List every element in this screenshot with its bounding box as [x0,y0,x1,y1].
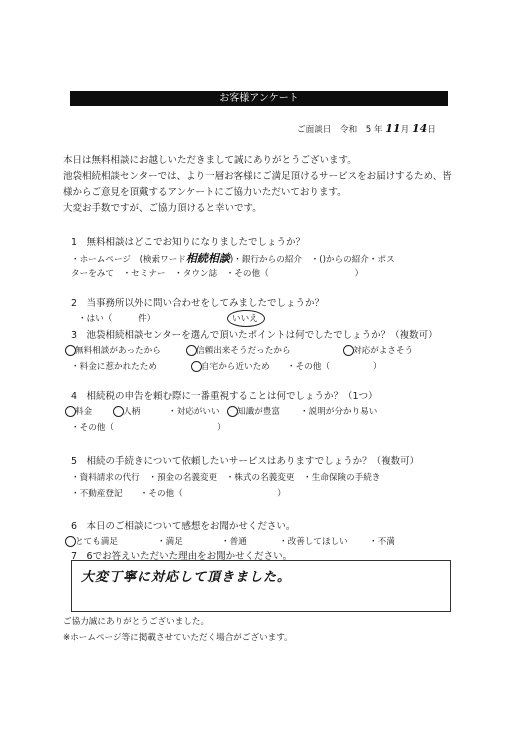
date-day-unit: 日 [427,125,436,135]
q1-options-line2[interactable]: ターをみて ・セミナー ・タウン誌 ・その他（ ） [71,269,364,279]
q4-opt-knowledge[interactable]: 知識が豊富 [237,407,280,417]
q3-opt-response[interactable]: 対応がよさそう [353,346,414,356]
q1-options-line1 [71,253,395,266]
q5-options-line2[interactable]: ・不動産登記 ・その他（ ） [71,489,286,499]
title-bar [70,91,448,106]
q3-opt-fee[interactable]: ・料金に惹かれたため [71,362,157,372]
q4-opt-person[interactable]: 人柄 [123,407,141,417]
q3-opt-free[interactable]: 無料相談があったから [75,346,161,356]
q6-question: 6 本日のご相談について感想をお聞かせください。 [71,521,296,532]
q2-question: 2 当事務所以外に問い合わせをしてみましたでしょうか？ [71,298,325,309]
intro-line-1: 本日は無料相談にお越しいただきまして誠にありがとうございます。 [63,155,357,166]
q6-opt-very[interactable]: とても満足 [75,537,118,547]
q1-opt-referral[interactable]: ・()からの紹介・ポス [310,255,395,265]
q4-question: 4 相続税の申告を頼む際に一番重視することは何でしょうか？（1つ） [71,391,378,402]
q3-opt-other[interactable]: ・その他（ ） [287,362,382,372]
date-month-unit: 月 [400,125,410,135]
q6-opt-satisfied[interactable]: ・満足 [157,537,183,547]
date-day: 14 [411,122,428,135]
intro-line-3: 様からご意見を頂戴するアンケートにご協力いただいております。 [63,187,347,198]
q7-question: 7 6でお答えいただいた理由をお聞かせください。 [71,551,293,562]
q4-opt-other[interactable]: ・その他（ ） [71,423,226,433]
q7-answer-text: 大変丁寧に対応して頂きました。 [81,570,292,585]
consultation-date [297,123,436,136]
q3-opt-near[interactable]: 自宅から近いため [201,362,270,372]
q6-opt-dissatisfied[interactable]: ・不満 [369,537,395,547]
q4-opt-fee[interactable]: 料金 [75,407,93,417]
date-month: 11 [385,122,401,135]
q3-opt-trust[interactable]: 信頼出来そうだったから [196,346,291,356]
q7-answer-box[interactable] [71,560,451,612]
q4-opt-response[interactable]: ・対応がいい [168,407,220,417]
q6-opt-normal[interactable]: ・普通 [221,537,247,547]
q1-opt-homepage[interactable]: ・ホームページ (検索ワード [71,255,186,265]
q2-opt-yes[interactable]: ・はい（ 件） [78,314,156,324]
circle-mark-q2-no [227,310,265,327]
page-title: お客様アンケート [219,93,299,104]
date-label: ご面談日 令和 5 年 [297,125,383,135]
q5-options-line1[interactable]: ・資料請求の代行 ・預金の名義変更 ・株式の名義変更 ・生命保険の手続き [71,473,381,483]
q1-search-word: 相続相談 [185,252,230,265]
q1-opt-bank[interactable]: )・銀行からの紹介 [229,255,303,265]
q3-question: 3 池袋相続相談センターを選んで頂いたポイントは何でしたでしょうか？（複数可） [71,330,438,341]
q2-opt-no[interactable]: いいえ [232,314,258,324]
thanks-text: ご協力誠にありがとうございました。 [63,617,210,627]
q6-opt-improve[interactable]: ・改善してほしい [279,537,348,547]
intro-line-2: 池袋相続相談センターでは、より一層お客様にご満足頂けるサービスをお届けするため、皆 [63,171,452,182]
publication-note: ※ホームページ等に掲載させていただく場合がございます。 [63,633,293,643]
q1-question: 1 無料相談はどこでお知りになりましたでしょうか？ [71,237,306,248]
intro-line-4: 大変お手数ですが、ご協力頂けると幸いです。 [63,203,262,214]
q4-opt-explain[interactable]: ・説明が分かり易い [300,407,378,417]
q5-question: 5 相続の手続きについて依頼したいサービスはありますでしょうか？（複数可） [71,456,420,467]
